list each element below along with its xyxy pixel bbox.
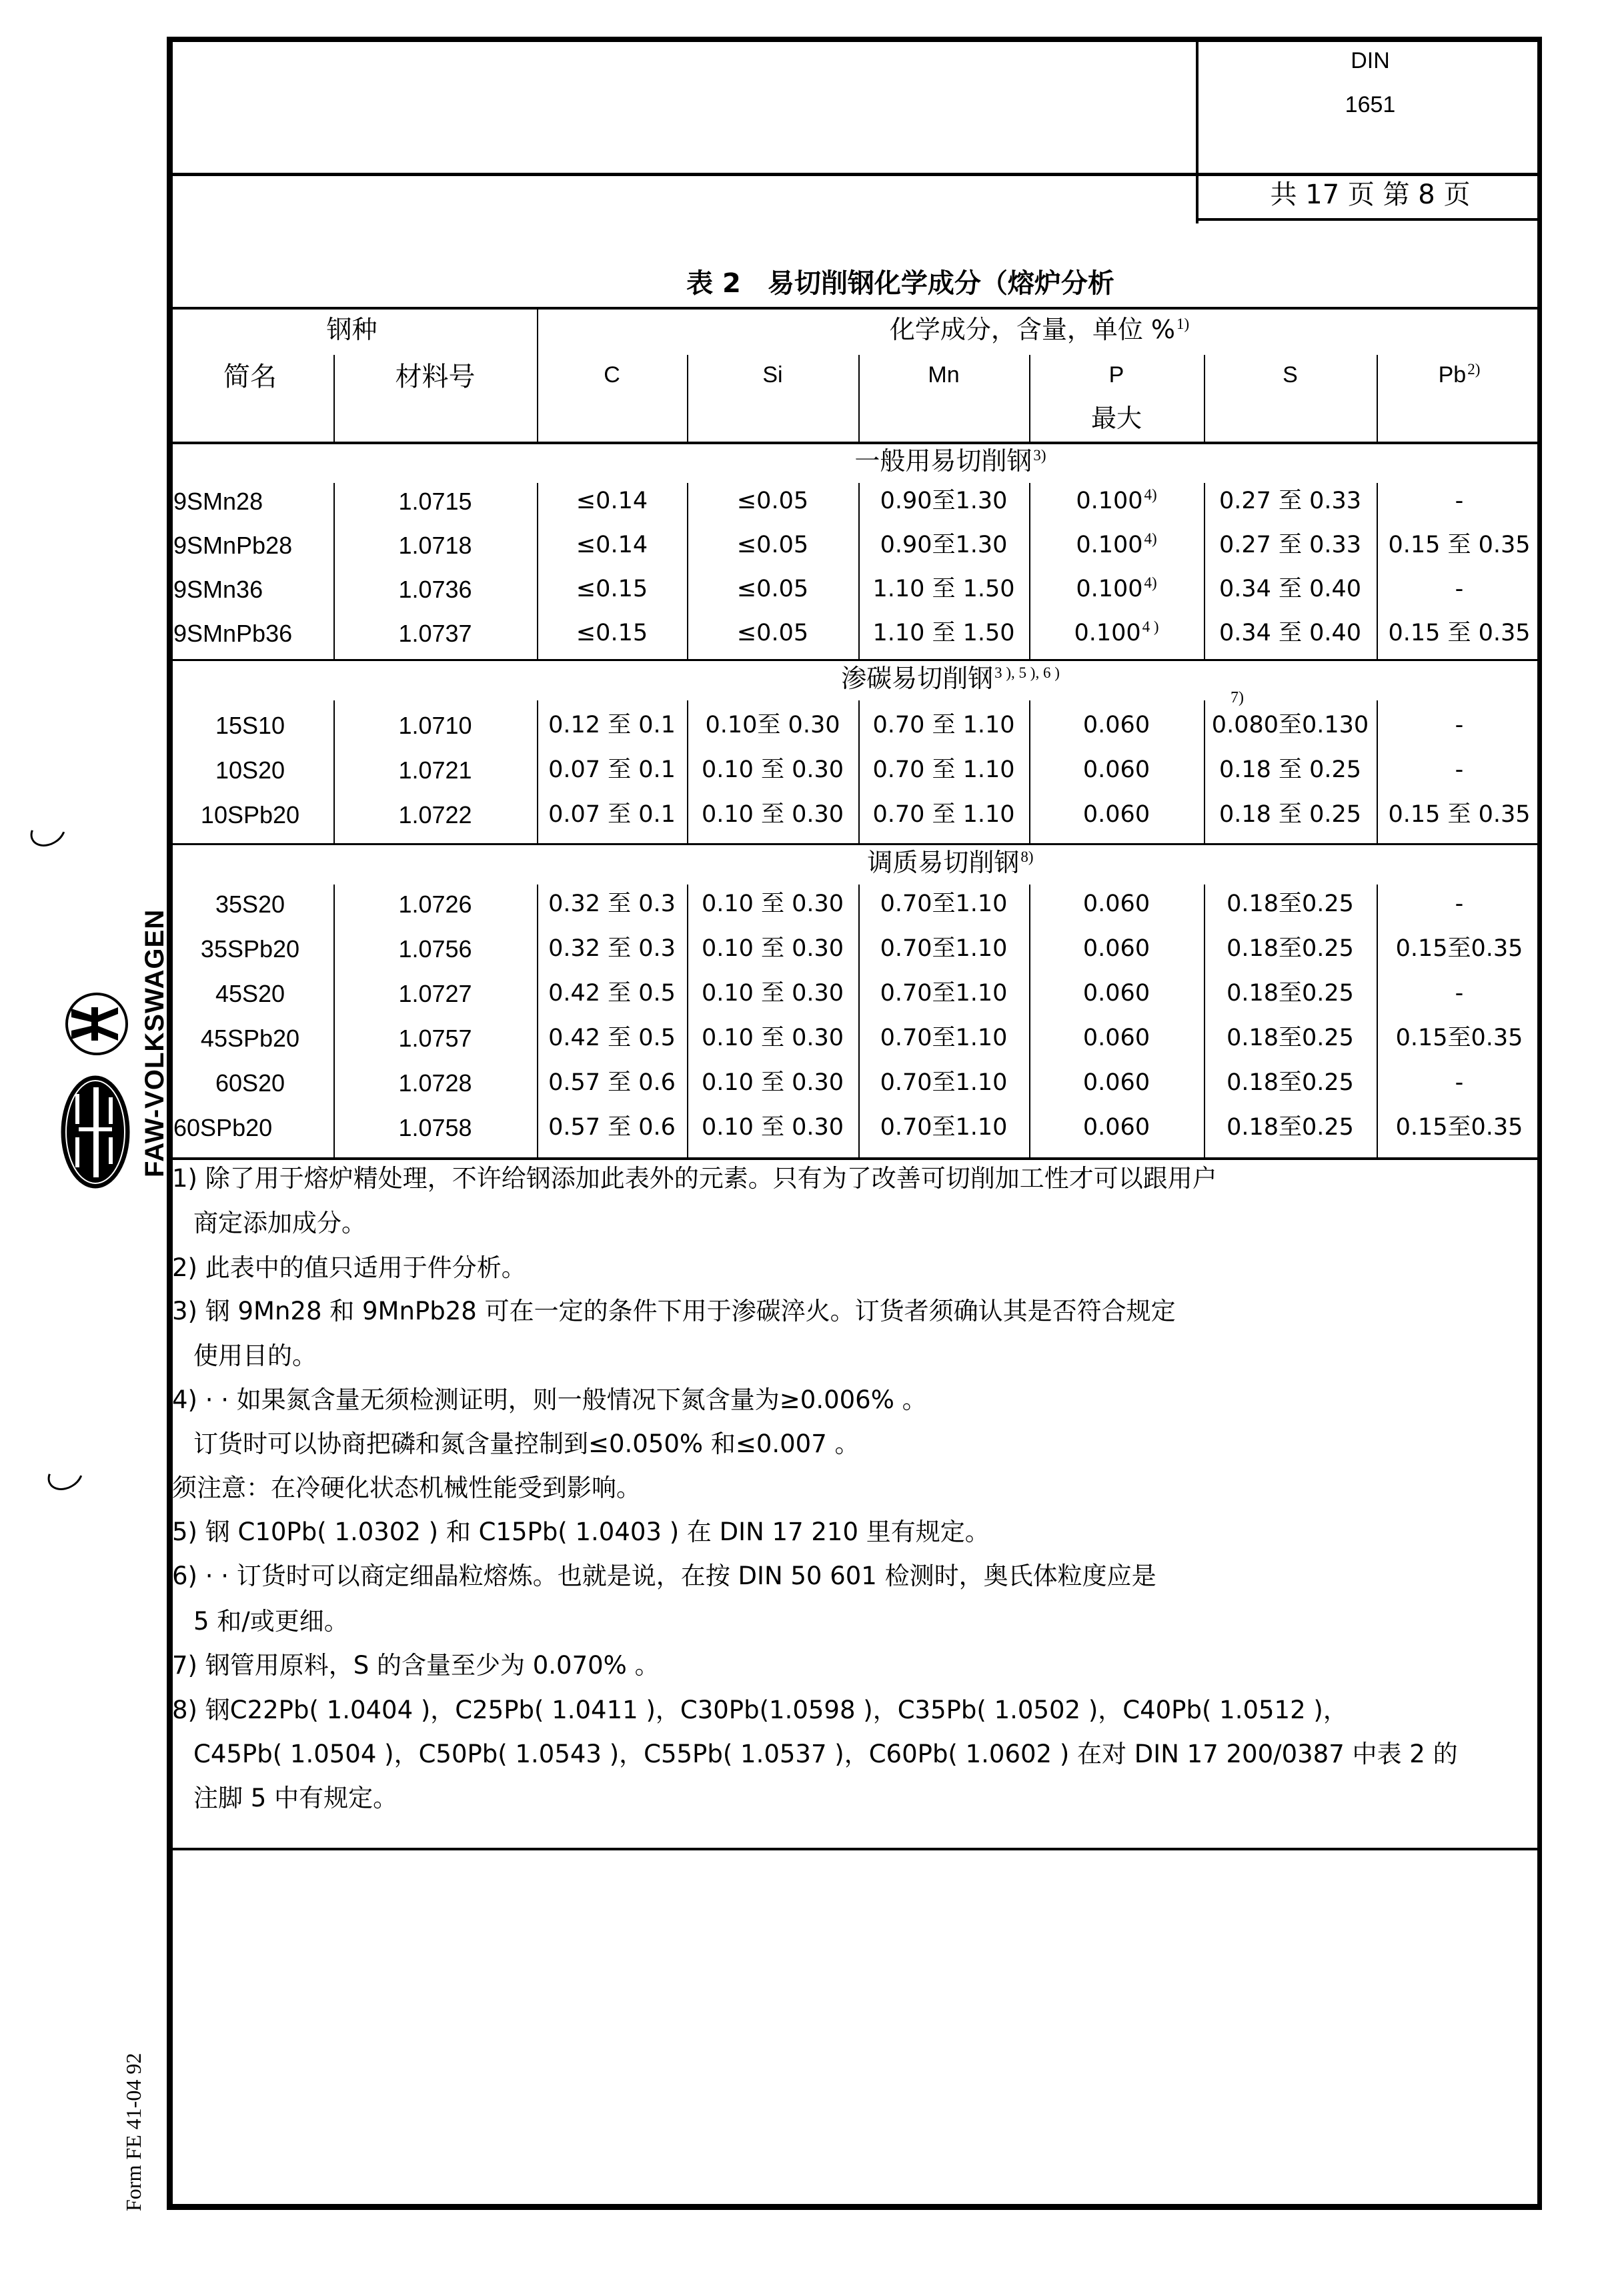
value-text: ≤0.05 [736, 532, 809, 558]
value-pb [1377, 578, 1542, 601]
value-mn [858, 714, 1029, 737]
value-text: 0.080至0.130 [1211, 712, 1369, 738]
steel-short-name: 35SPb20 [200, 935, 300, 963]
value-pb [1377, 758, 1542, 782]
value-mn [858, 1116, 1029, 1139]
material-number: 1.0721 [398, 756, 472, 784]
value-text: 0.70至1.10 [880, 980, 1008, 1007]
value-c [537, 534, 687, 557]
value-text: - [1455, 712, 1464, 738]
value-text: 0.34 至 0.40 [1219, 576, 1362, 602]
value-mn [858, 534, 1029, 557]
value-text: ≤0.15 [576, 620, 648, 646]
value-text: 0.100 [1076, 532, 1143, 558]
value-s [1204, 1116, 1377, 1139]
material-number: 1.0737 [398, 620, 472, 647]
value-text: 0.10 至 0.30 [701, 1114, 844, 1141]
col-group-chem [537, 317, 1542, 342]
value-text: 0.90至1.30 [880, 532, 1008, 558]
steel-short-name: 9SMn28 [173, 488, 263, 515]
value-text: 0.18至0.25 [1227, 935, 1354, 962]
form-number: Form FE 41-04 92 [121, 2053, 145, 2211]
steel-short-name: 45SPb20 [200, 1025, 300, 1052]
header-bottom-rule [167, 442, 1542, 444]
value-text: 0.10 至 0.30 [701, 801, 844, 828]
value-pb [1377, 534, 1542, 557]
steel-short-name: 15S10 [215, 712, 285, 739]
value-c [537, 490, 687, 513]
value-pb [1377, 937, 1542, 961]
value-c [537, 1027, 687, 1050]
value-text: ≤0.05 [736, 488, 809, 514]
value-si [687, 982, 858, 1005]
material-number: 1.0726 [398, 891, 472, 918]
col-header-mn-label: Mn [928, 362, 960, 388]
value-text: 0.060 [1082, 935, 1150, 962]
value-pb [1377, 982, 1542, 1005]
footnote-line: 5 和/或更细。 [193, 1607, 349, 1636]
value-pb [1377, 490, 1542, 513]
header-bottom-line [167, 173, 1542, 176]
footnote-ref: 1) [1176, 316, 1190, 333]
footnote-ref: 2) [1467, 360, 1481, 378]
material-number: 1.0757 [398, 1025, 472, 1052]
col-header-material-no-label: 材料号 [395, 362, 476, 392]
value-mn [858, 893, 1029, 916]
value-text: 0.18至0.25 [1227, 1069, 1354, 1096]
table-top-rule [167, 307, 1542, 310]
value-p [1029, 1116, 1204, 1139]
value-text: 0.57 至 0.6 [548, 1114, 676, 1141]
material-number: 1.0727 [398, 980, 472, 1007]
value-p [1029, 714, 1204, 737]
value-s [1204, 1071, 1377, 1095]
value-pb [1377, 803, 1542, 826]
col-header-p-label: P [1108, 362, 1124, 388]
steel-short-name: 9SMnPb36 [173, 620, 293, 647]
col-header-pb [1377, 360, 1542, 388]
value-text: 0.15 至 0.35 [1388, 620, 1531, 646]
value-mn [858, 803, 1029, 826]
footnote-line: 须注意：在冷硬化状态机械性能受到影响。 [172, 1474, 641, 1502]
footnote-ref: 4 ) [1142, 618, 1159, 636]
value-text: 0.10 至 0.30 [701, 1069, 844, 1096]
footnote-ref: 3) [1033, 447, 1046, 464]
value-text: 1.10 至 1.50 [872, 620, 1015, 646]
value-p [1029, 937, 1204, 961]
steel-short-name: 35S20 [215, 891, 285, 918]
value-c [537, 714, 687, 737]
value-text: 0.70至1.10 [880, 891, 1008, 917]
value-text: 0.10 至 0.30 [701, 891, 844, 917]
col-group-steel: 钢种 [326, 315, 377, 344]
binder-hole-bottom [42, 1454, 88, 1496]
value-text: 0.12 至 0.1 [548, 712, 676, 738]
value-text: 0.70 至 1.10 [872, 756, 1015, 783]
steel-short-name: 45S20 [215, 980, 285, 1007]
group-bottom-rule [167, 659, 1542, 661]
footnote-ref: 7) [1231, 689, 1244, 706]
value-s [1204, 622, 1377, 645]
value-text: 0.100 [1076, 488, 1143, 514]
steel-short-name: 60S20 [215, 1069, 285, 1097]
col-header-p-max: 最大 [1090, 404, 1142, 433]
value-pb [1377, 1027, 1542, 1050]
col-header-mn [858, 364, 1029, 386]
value-text: 0.18至0.25 [1227, 891, 1354, 917]
footnote-line: 注脚 5 中有规定。 [193, 1784, 398, 1812]
value-s [1204, 689, 1377, 738]
value-s [1204, 937, 1377, 961]
value-text: ≤0.15 [576, 576, 648, 602]
value-c [537, 1071, 687, 1095]
value-text: 0.57 至 0.6 [548, 1069, 676, 1096]
footnote-ref: 8) [1020, 848, 1034, 866]
material-number: 1.0718 [398, 532, 472, 559]
value-mn [858, 758, 1029, 782]
table-title: 表 2 易切削钢化学成分（熔炉分析 [686, 268, 1114, 299]
group-label [537, 666, 1364, 691]
value-text: 0.34 至 0.40 [1219, 620, 1362, 646]
value-mn [858, 578, 1029, 601]
material-number: 1.0728 [398, 1069, 472, 1097]
value-text: - [1455, 1069, 1464, 1096]
value-c [537, 803, 687, 826]
col-group-chem-label: 化学成分，含量，单位 % [889, 315, 1176, 344]
footnote-line: 8) 钢C22Pb( 1.0404 )，C25Pb( 1.0411 )，C30Pb(1.0598 )，C35Pb( 1.0502 )，C40Pb( 1.0512 )， [172, 1696, 1348, 1724]
value-text: 0.060 [1082, 756, 1150, 783]
value-si [687, 490, 858, 513]
col-header-short-name [167, 364, 333, 390]
value-text: 0.70 至 1.10 [872, 801, 1015, 828]
value-text: 0.18 至 0.25 [1219, 756, 1362, 783]
value-text: 0.15至0.35 [1395, 935, 1523, 962]
material-number: 1.0710 [398, 712, 472, 739]
value-text: ≤0.14 [576, 488, 648, 514]
value-text: 0.32 至 0.3 [548, 891, 676, 917]
value-text: 0.70至1.10 [880, 1069, 1008, 1096]
group-label-text: 调质易切削钢 [867, 848, 1020, 877]
value-text: 0.10至 0.30 [705, 712, 840, 738]
value-text: - [1455, 980, 1464, 1007]
value-text: 0.15 至 0.35 [1388, 801, 1531, 828]
value-text: 0.10 至 0.30 [701, 935, 844, 962]
value-text: 0.060 [1082, 712, 1150, 738]
value-mn [858, 1071, 1029, 1095]
value-text: 0.90至1.30 [880, 488, 1008, 514]
value-text: - [1455, 756, 1464, 783]
value-text: 0.42 至 0.5 [548, 1025, 676, 1051]
value-text: 0.060 [1082, 980, 1150, 1007]
value-text: ≤0.05 [736, 620, 809, 646]
value-c [537, 622, 687, 645]
value-s [1204, 982, 1377, 1005]
value-text: 0.70 至 1.10 [872, 712, 1015, 738]
value-text: 0.060 [1082, 801, 1150, 828]
steel-short-name: 10SPb20 [200, 801, 300, 828]
value-c [537, 758, 687, 782]
value-p [1029, 486, 1204, 514]
value-text: 1.10 至 1.50 [872, 576, 1015, 602]
value-si [687, 714, 858, 737]
value-text: 0.70至1.10 [880, 1025, 1008, 1051]
standard-prefix: DIN [1351, 48, 1390, 73]
value-s [1204, 1027, 1377, 1050]
value-c [537, 1116, 687, 1139]
value-s [1204, 803, 1377, 826]
footnote-line: 1) 除了用于熔炉精处理，不许给钢添加此表外的元素。只有为了改善可切削加工性才可以跟用户 [172, 1164, 1217, 1193]
col-header-s-label: S [1283, 362, 1298, 388]
value-p [1029, 1071, 1204, 1095]
value-text: 0.18 至 0.25 [1219, 801, 1362, 828]
value-text: 0.18至0.25 [1227, 1114, 1354, 1141]
value-si [687, 578, 858, 601]
col-header-material-no [333, 364, 537, 390]
value-text: 0.100 [1074, 620, 1141, 646]
material-number: 1.0756 [398, 935, 472, 963]
material-number: 1.0758 [398, 1114, 472, 1141]
standard-number: 1651 [1345, 92, 1396, 117]
value-text: 0.18至0.25 [1227, 980, 1354, 1007]
value-text: ≤0.14 [576, 532, 648, 558]
value-text: 0.060 [1082, 891, 1150, 917]
value-s [1204, 758, 1377, 782]
footnote-line: 订货时可以协商把磷和氮含量控制到≤0.050% 和≤0.007 。 [193, 1429, 860, 1458]
value-text: 0.15至0.35 [1395, 1025, 1523, 1051]
col-header-p [1029, 364, 1204, 386]
value-text: 0.10 至 0.30 [701, 1025, 844, 1051]
value-text: 0.10 至 0.30 [701, 980, 844, 1007]
value-text: 0.42 至 0.5 [548, 980, 676, 1007]
value-si [687, 937, 858, 961]
col-header-c [537, 364, 687, 386]
material-number: 1.0722 [398, 801, 472, 828]
value-p [1029, 893, 1204, 916]
footnote-ref: 4) [1144, 574, 1157, 592]
group-label-text: 渗碳易切削钢 [841, 664, 994, 693]
value-text: 0.07 至 0.1 [548, 801, 676, 828]
page-info-bottom-line [1196, 218, 1542, 221]
value-p [1029, 1027, 1204, 1050]
brand-text: FAW-VOLKSWAGEN [140, 909, 169, 1177]
footnote-line: 5) 钢 C10Pb( 1.0302 ) 和 C15Pb( 1.0403 ) 在 DIN 17 210 里有规定。 [172, 1518, 990, 1546]
value-s [1204, 893, 1377, 916]
value-text: 0.27 至 0.33 [1219, 532, 1362, 558]
footnote-line: 使用目的。 [193, 1341, 317, 1370]
footnote-line: 7) 钢管用原料，S 的含量至少为 0.070% 。 [172, 1651, 660, 1680]
footnote-ref: 3 ), 5 ), 6 ) [994, 664, 1060, 682]
footnote-line: 商定添加成分。 [193, 1209, 366, 1237]
value-text: 0.060 [1082, 1069, 1150, 1096]
binder-hole-top [25, 810, 71, 852]
group-label-text: 一般用易切削钢 [854, 446, 1032, 476]
value-p [1029, 618, 1204, 646]
value-si [687, 893, 858, 916]
material-number: 1.0715 [398, 488, 472, 515]
group-bottom-rule [167, 843, 1542, 845]
value-pb [1377, 1071, 1542, 1095]
group-label [537, 448, 1364, 474]
footnotes-bottom-line [167, 1848, 1542, 1850]
value-text: 0.32 至 0.3 [548, 935, 676, 962]
value-p [1029, 982, 1204, 1005]
value-si [687, 622, 858, 645]
value-text: 0.100 [1076, 576, 1143, 602]
value-si [687, 1116, 858, 1139]
value-p [1029, 574, 1204, 602]
value-text: 0.70至1.10 [880, 1114, 1008, 1141]
value-pb [1377, 1116, 1542, 1139]
value-text: 0.15至0.35 [1395, 1114, 1523, 1141]
col-header-pb-label: Pb [1438, 362, 1467, 388]
value-text: 0.10 至 0.30 [701, 756, 844, 783]
value-c [537, 578, 687, 601]
value-p [1029, 758, 1204, 782]
group-label [537, 850, 1364, 875]
value-c [537, 893, 687, 916]
value-si [687, 534, 858, 557]
value-mn [858, 982, 1029, 1005]
value-pb [1377, 714, 1542, 737]
value-text: 0.70至1.10 [880, 935, 1008, 962]
steel-short-name: 60SPb20 [173, 1114, 273, 1141]
footnote-line: 2) 此表中的值只适用于件分析。 [172, 1253, 526, 1282]
value-text: ≤0.05 [736, 576, 809, 602]
value-p [1029, 530, 1204, 558]
col-header-s [1204, 364, 1377, 386]
value-si [687, 1071, 858, 1095]
value-si [687, 1027, 858, 1050]
footnote-ref: 4) [1144, 486, 1157, 504]
steel-short-name: 9SMn36 [173, 576, 263, 603]
value-si [687, 758, 858, 782]
steel-short-name: 10S20 [215, 756, 285, 784]
value-text: 0.27 至 0.33 [1219, 488, 1362, 514]
footnote-line: 3) 钢 9Mn28 和 9MnPb28 可在一定的条件下用于渗碳淬火。订货者须确认其是否符合规定 [172, 1297, 1176, 1325]
col-header-short-name-label: 简名 [223, 362, 277, 392]
value-si [687, 803, 858, 826]
value-pb [1377, 622, 1542, 645]
value-mn [858, 937, 1029, 961]
value-text: 0.060 [1082, 1114, 1150, 1141]
steel-short-name: 9SMnPb28 [173, 532, 293, 559]
value-mn [858, 622, 1029, 645]
faw-logo-icon [59, 1074, 132, 1191]
footnote-line: C45Pb( 1.0504 )，C50Pb( 1.0543 )，C55Pb( 1.0537 )，C60Pb( 1.0602 ) 在对 DIN 17 200/0387 中表 2 的 [193, 1740, 1458, 1768]
value-text: - [1455, 891, 1464, 917]
page-info: 共 17 页 第 8 页 [1270, 179, 1471, 210]
col-header-si-label: Si [762, 362, 783, 388]
col-header-c-label: C [604, 362, 620, 388]
value-pb [1377, 893, 1542, 916]
value-text: 0.060 [1082, 1025, 1150, 1051]
value-text: 0.15 至 0.35 [1388, 532, 1531, 558]
value-text: 0.07 至 0.1 [548, 756, 676, 783]
footnote-line: 4) · · 如果氮含量无须检测证明，则一般情况下氮含量为≥0.006% 。 [172, 1385, 927, 1414]
group-bottom-rule [167, 1157, 1542, 1160]
col-header-si [687, 364, 858, 386]
value-text: - [1455, 488, 1464, 514]
value-mn [858, 490, 1029, 513]
footnote-ref: 4) [1144, 530, 1157, 548]
value-s [1204, 534, 1377, 557]
material-number: 1.0736 [398, 576, 472, 603]
footnote-line: 6) · · 订货时可以商定细晶粒熔炼。也就是说，在按 DIN 50 601 检测时，奥氏体粒度应是 [172, 1562, 1156, 1590]
value-text: 0.18至0.25 [1227, 1025, 1354, 1051]
value-p [1029, 803, 1204, 826]
value-text: - [1455, 576, 1464, 602]
value-s [1204, 578, 1377, 601]
value-s [1204, 490, 1377, 513]
value-mn [858, 1027, 1029, 1050]
value-c [537, 937, 687, 961]
value-c [537, 982, 687, 1005]
